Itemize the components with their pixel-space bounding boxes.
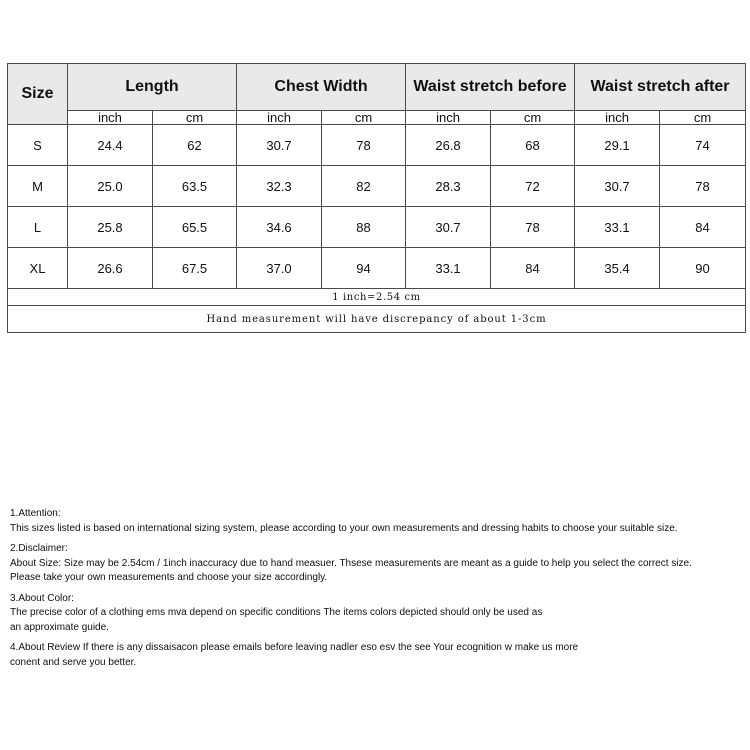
note-title: 1.Attention: (10, 508, 61, 519)
value-cell: 84 (491, 248, 575, 289)
value-cell: 33.1 (575, 207, 660, 248)
value-cell: 35.4 (575, 248, 660, 289)
value-cell: 88 (322, 207, 406, 248)
unit-cell: cm (322, 111, 406, 125)
value-cell: 94 (322, 248, 406, 289)
unit-cell: inch (575, 111, 660, 125)
table-row (8, 207, 746, 248)
note-line: conent and serve you better. (10, 656, 137, 668)
note-about-color (10, 592, 746, 636)
value-cell: 29.1 (575, 125, 660, 166)
value-cell: 32.3 (237, 166, 322, 207)
value-cell: 68 (491, 125, 575, 166)
table-row (8, 125, 746, 166)
value-cell: 63.5 (153, 166, 237, 207)
table-header-row (8, 64, 746, 111)
note-line: an approximate guide. (10, 621, 109, 633)
note-line: The precise color of a clothing ems mva depend on specific conditions The items colors depicted should only be used as (10, 607, 543, 618)
measurement-note: Hand measurement will have discrepancy of about 1-3cm (8, 306, 746, 333)
value-cell: 34.6 (237, 207, 322, 248)
value-cell: 26.6 (68, 248, 153, 289)
size-cell: S (8, 125, 68, 166)
unit-cell: inch (68, 111, 153, 125)
value-cell: 37.0 (237, 248, 322, 289)
note-line: Please take your own measurements and choose your size accordingly. (10, 572, 328, 583)
note-title: 2.Disclaimer: (10, 543, 68, 554)
value-cell: 30.7 (406, 207, 491, 248)
value-cell: 25.8 (68, 207, 153, 248)
header-size: Size (8, 64, 68, 125)
note-about-review (10, 641, 746, 670)
value-cell: 84 (660, 207, 746, 248)
unit-cell: inch (406, 111, 491, 125)
conversion-note: 1 inch=2.54 cm (8, 289, 746, 306)
value-cell: 30.7 (237, 125, 322, 166)
value-cell: 33.1 (406, 248, 491, 289)
note-attention (10, 507, 746, 536)
table-row (8, 248, 746, 289)
value-cell: 78 (322, 125, 406, 166)
size-chart-table (7, 63, 746, 333)
value-cell: 28.3 (406, 166, 491, 207)
unit-cell: cm (660, 111, 746, 125)
value-cell: 82 (322, 166, 406, 207)
measurement-note-row (8, 306, 746, 333)
conversion-note-row (8, 289, 746, 306)
note-line: About Size: Size may be 2.54cm / 1inch inaccuracy due to hand measuer. Thsese measurements are meant as a guide to help you select the correct size. (10, 557, 692, 569)
value-cell: 25.0 (68, 166, 153, 207)
value-cell: 90 (660, 248, 746, 289)
unit-cell: inch (237, 111, 322, 125)
value-cell: 78 (660, 166, 746, 207)
header-length: Length (68, 64, 237, 111)
note-line: This sizes listed is based on international sizing system, please according to your own measurements and dressing habits to choose your suitable size. (10, 522, 678, 534)
value-cell: 24.4 (68, 125, 153, 166)
size-cell: M (8, 166, 68, 207)
note-title: 3.About Color: (10, 592, 74, 604)
note-title: 4.About Review If there is any dissaisacon please emails before leaving nadler eso esv the see Your ecognition w make us more (10, 642, 579, 653)
value-cell: 72 (491, 166, 575, 207)
value-cell: 78 (491, 207, 575, 248)
header-waist-stretch-before: Waist stretch before (406, 64, 575, 111)
header-chest-width: Chest Width (237, 64, 406, 111)
note-disclaimer (10, 542, 746, 586)
size-cell: XL (8, 248, 68, 289)
size-cell: L (8, 207, 68, 248)
table-row (8, 166, 746, 207)
value-cell: 67.5 (153, 248, 237, 289)
value-cell: 74 (660, 125, 746, 166)
value-cell: 30.7 (575, 166, 660, 207)
value-cell: 65.5 (153, 207, 237, 248)
unit-cell: cm (153, 111, 237, 125)
value-cell: 26.8 (406, 125, 491, 166)
unit-row (8, 111, 746, 125)
value-cell: 62 (153, 125, 237, 166)
unit-cell: cm (491, 111, 575, 125)
notes-section (10, 507, 746, 676)
header-waist-stretch-after: Waist stretch after (575, 64, 746, 111)
